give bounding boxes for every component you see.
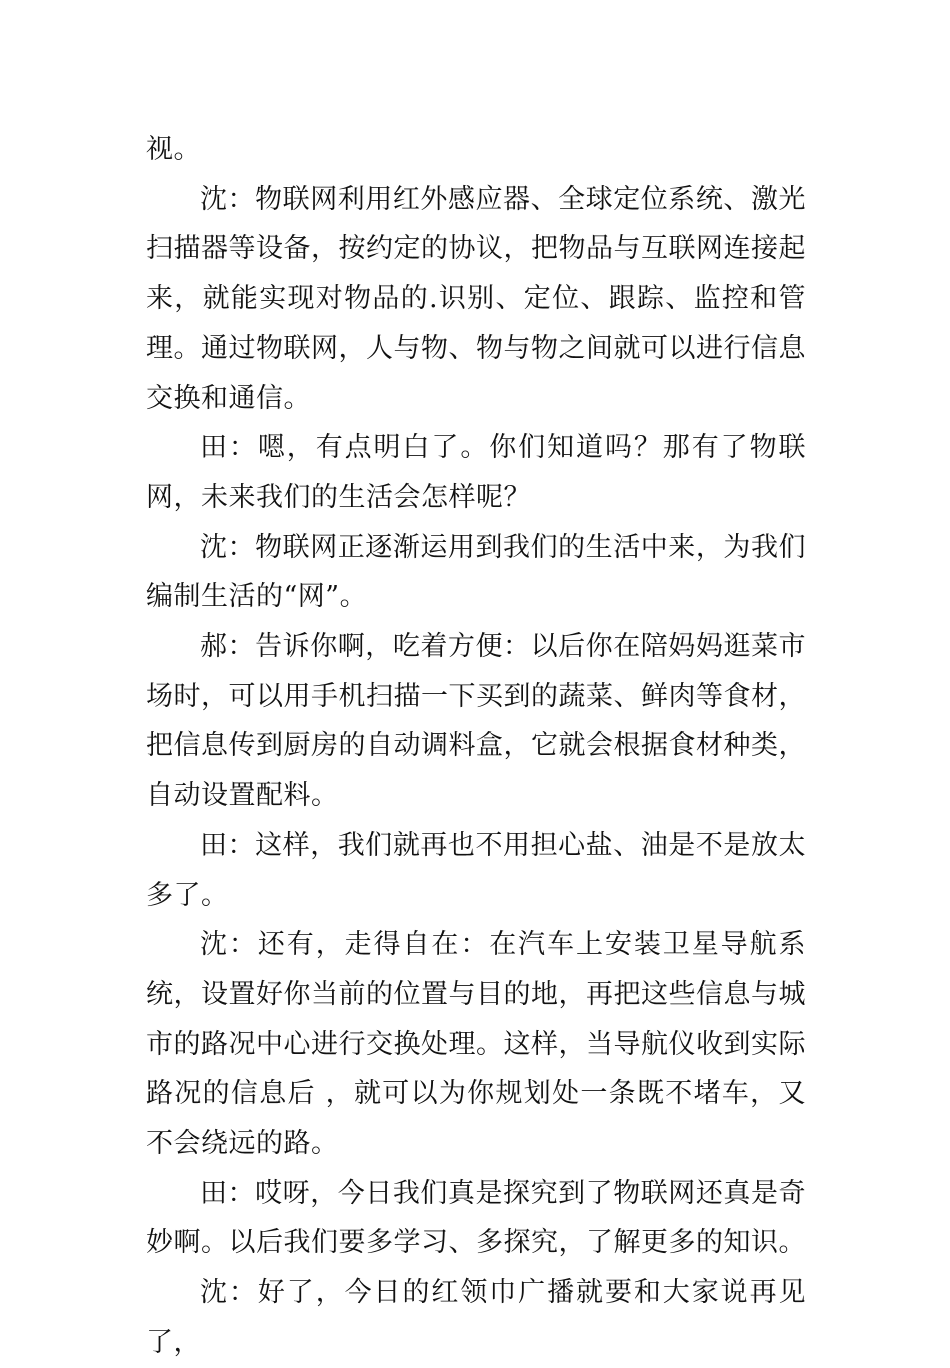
paragraph-4: 沈：物联网正逐渐运用到我们的生活中来，为我们编制生活的“网”。 (146, 531, 806, 613)
paragraph-5: 郝：告诉你啊，吃着方便：以后你在陪妈妈逛菜市场时，可以用手机扫描一下买到的蔬菜、鲜肉等食材，把信息传到厨房的自动调料盒，它就会根据食材种类，自动设置配料。 (146, 631, 806, 812)
paragraph-2: 沈：物联网利用红外感应器、全球定位系统、激光扫描器等设备，按约定的协议，把物品与互联网连接起来，就能实现对物品的.识别、定位、跟踪、监控和管理。通过物联网，人与物、物与物之间就可以进行信息交换和通信。 (146, 183, 806, 414)
paragraph-6: 田：这样，我们就再也不用担心盐、油是不是放太多了。 (146, 829, 806, 911)
paragraph-3: 田：嗯，有点明白了。你们知道吗？那有了物联网，未来我们的生活会怎样呢？ (146, 432, 806, 513)
paragraph-9: 沈：好了，今日的红领巾广播就要和大家说再见了， (146, 1277, 806, 1358)
document-body (146, 125, 806, 1368)
paragraph-8: 田：哎呀，今日我们真是探究到了物联网还真是奇妙啊。以后我们要多学习、多探究，了解更多的知识。 (146, 1177, 806, 1259)
paragraph-1: 视。 (146, 134, 201, 165)
paragraph-7: 沈：还有，走得自在：在汽车上安装卫星导航系统，设置好你当前的位置与目的地，再把这些信息与城市的路况中心进行交换处理。这样，当导航仪收到实际路况的信息后 ，就可以为你规划处一条既不堵车，又不会绕远的路。 (146, 929, 806, 1160)
